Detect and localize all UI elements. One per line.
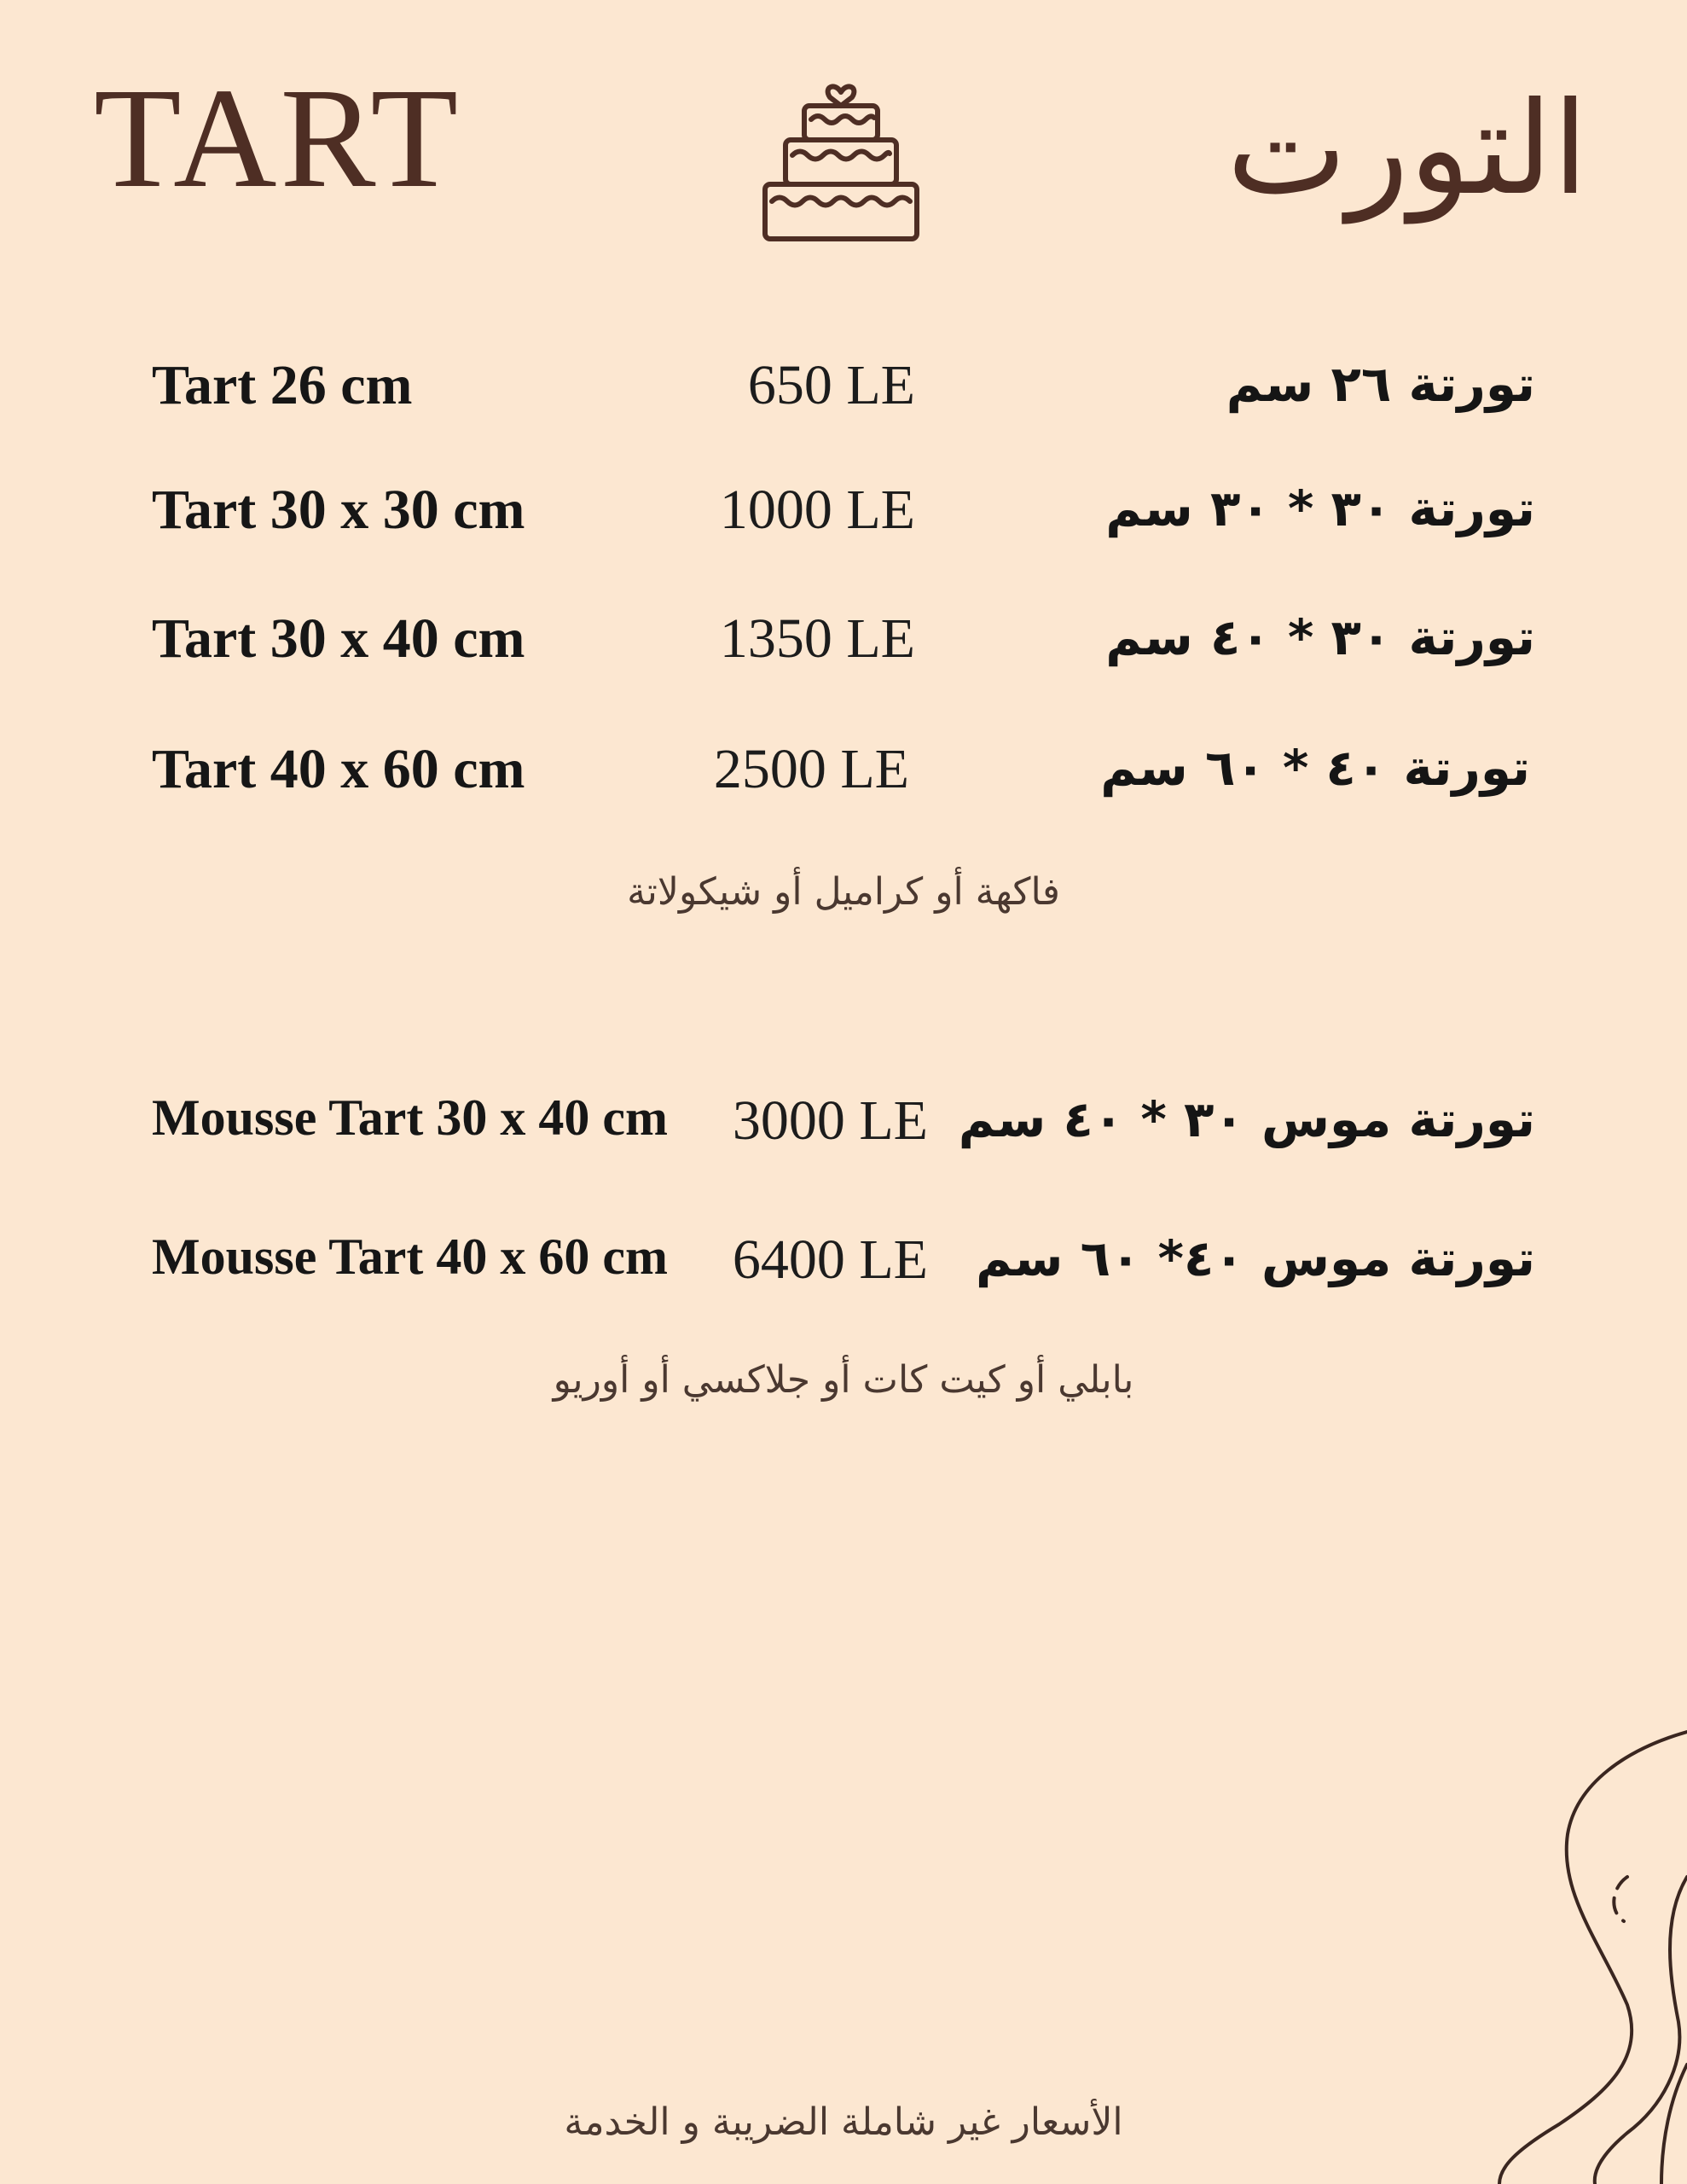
decorative-swirl — [1414, 1621, 1687, 2184]
tart-name-en: Tart 40 x 60 cm — [152, 738, 525, 800]
tart-price: 1000 LE — [719, 479, 915, 541]
tart-flavors: فاكهة أو كراميل أو شيكولاتة — [627, 870, 1060, 914]
page-title-en: TART — [94, 59, 462, 218]
tart-row — [0, 466, 1687, 551]
mousse-flavors: بابلي أو كيت كات أو جلاكسي أو أوريو — [553, 1358, 1134, 1402]
cake-icon — [762, 70, 920, 249]
tart-name-ar: تورتة ٣٠ * ٤٠ سم — [1105, 608, 1535, 666]
mousse-price: 3000 LE — [732, 1089, 928, 1152]
mousse-name-ar: تورتة موس ٣٠ * ٤٠ سم — [958, 1090, 1535, 1148]
tart-name-en: Tart 30 x 30 cm — [152, 479, 525, 541]
mousse-name-en: Mousse Tart 30 x 40 cm — [152, 1089, 668, 1146]
tart-name-ar: تورتة ٣٠ * ٣٠ سم — [1105, 479, 1535, 537]
tart-name-en: Tart 30 x 40 cm — [152, 607, 525, 670]
footer-note: الأسعار غير شاملة الضريبة و الخدمة — [564, 2100, 1123, 2144]
mousse-row — [0, 1216, 1687, 1301]
mousse-name-en: Mousse Tart 40 x 60 cm — [152, 1228, 668, 1285]
tart-name-ar: تورتة ٤٠ * ٦٠ سم — [1100, 739, 1530, 797]
tart-row — [0, 595, 1687, 680]
mousse-price: 6400 LE — [732, 1228, 928, 1291]
tart-row — [0, 341, 1687, 427]
mousse-name-ar: تورتة موس ٤٠* ٦٠ سم — [975, 1229, 1535, 1287]
tart-name-en: Tart 26 cm — [152, 354, 413, 416]
tart-price: 650 LE — [747, 354, 915, 416]
tart-price: 1350 LE — [719, 607, 915, 670]
mousse-row — [0, 1077, 1687, 1162]
tart-name-ar: تورتة ٢٦ سم — [1226, 355, 1535, 413]
tart-row — [0, 725, 1687, 810]
page-title-ar: التورت — [1226, 75, 1588, 224]
tart-price: 2500 LE — [713, 738, 909, 800]
